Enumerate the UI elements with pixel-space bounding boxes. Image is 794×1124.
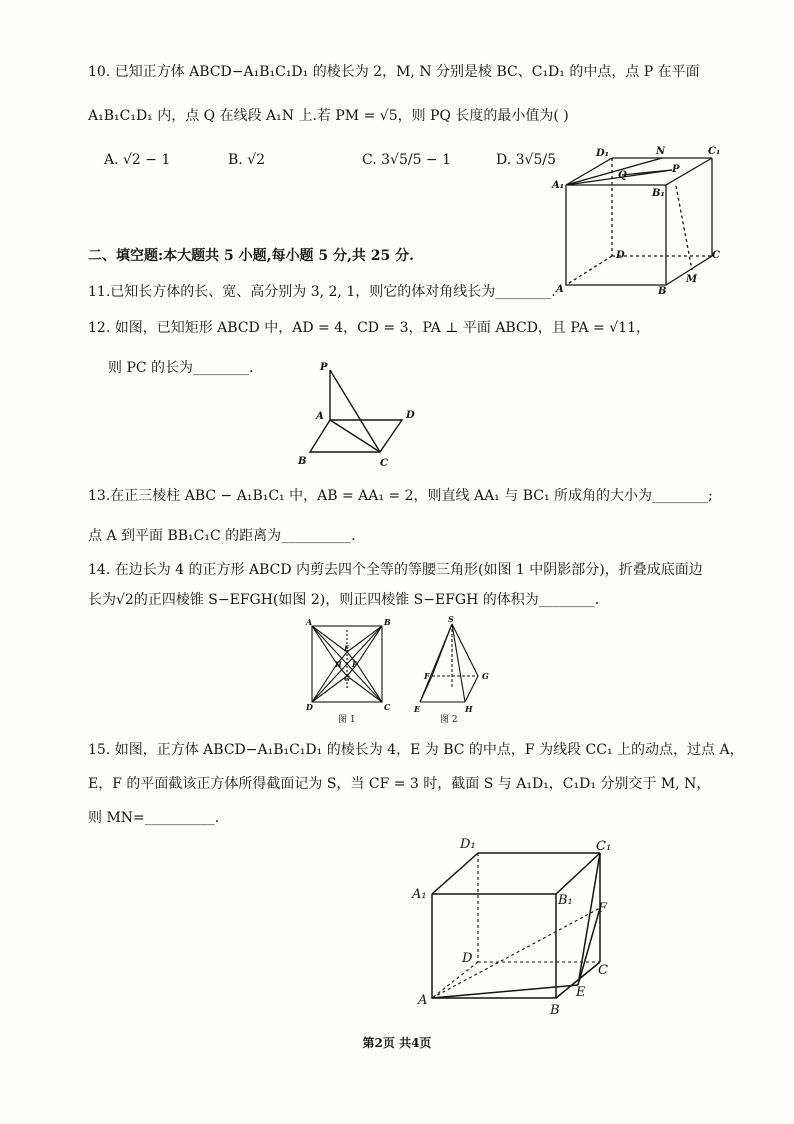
q10-label-n: N [656, 146, 666, 157]
q12-label-p: P [320, 362, 328, 373]
q10-label-a: A [556, 284, 564, 295]
q10-label-p: P [672, 164, 680, 175]
q12-label-a: A [316, 411, 324, 422]
q10-label-c1: C₁ [708, 146, 721, 157]
q10-line2: A₁B₁C₁D₁ 内，点 Q 在线段 A₁N 上.若 PM = √5，则 PQ 长度的最小值为( ) [88, 108, 569, 124]
q15-label-c1: C₁ [596, 839, 612, 854]
q12-line1: 12. 如图，已知矩形 ABCD 中，AD = 4，CD = 3，PA ⊥ 平面 ABCD，且 PA = √11， [88, 320, 650, 336]
q14-fig2-label-s: S [448, 614, 454, 624]
q10-label-m: M [686, 274, 698, 285]
q14-fig1-label-e: E [344, 644, 350, 653]
q14-fig2-label-h: H [465, 704, 473, 714]
q10-label-c: C [712, 250, 720, 261]
q14-fig1-label-b: B [384, 617, 391, 627]
q12-label-b: B [298, 456, 307, 467]
q11-text: 11.已知长方体的长、宽、高分别为 3, 2, 1，则它的体对角线长为________. [88, 284, 556, 300]
q14-fig2-label-f: F [424, 671, 430, 681]
q14-fig1-label-f: F [352, 660, 357, 669]
q14-fig1-caption: 图 1 [338, 715, 356, 725]
q10-label-b1: B₁ [652, 188, 665, 199]
page-footer: 第2页 共4页 [362, 1036, 432, 1050]
q10-label-q: Q [618, 170, 627, 181]
q10-label-b: B [658, 286, 667, 297]
q15-label-a: A [418, 993, 428, 1008]
q14-fig2-label-e: E [414, 704, 421, 714]
q15-label-d1: D₁ [460, 837, 476, 852]
q15-line3: 则 MN=__________. [88, 810, 220, 826]
q10-label-d: D [616, 250, 625, 261]
q10-option-d: D. 3√5/5 [496, 152, 556, 168]
q12-label-d: D [406, 410, 415, 421]
q10-option-b: B. √2 [228, 152, 266, 168]
q15-label-e: E [576, 985, 586, 1000]
q14-fig1-label-a: A [306, 617, 313, 627]
q15-line2: E，F 的平面截该正方体所得截面记为 S，当 CF = 3 时，截面 S 与 A₁D₁，C₁D₁ 分别交于 M, N， [88, 776, 711, 792]
q10-option-c: C. 3√5/5 − 1 [362, 152, 452, 168]
q13-line1: 13.在正三棱柱 ABC − A₁B₁C₁ 中，AB = AA₁ = 2，则直线 AA₁ 与 BC₁ 所成角的大小为________; [88, 488, 713, 504]
q15-label-c: C [598, 963, 608, 978]
q14-line1: 14. 在边长为 4 的正方形 ABCD 内剪去四个全等的等腰三角形(如图 1 中阴影部分)，折叠成底面边 [88, 562, 703, 578]
q12-label-c: C [380, 458, 388, 469]
q15-label-d: D [462, 951, 473, 966]
q14-fig1-label-c: C [384, 702, 391, 712]
q15-label-b: B [550, 1003, 560, 1018]
q10-label-d1: D₁ [596, 148, 610, 159]
q14-fig1-label-d: D [306, 702, 313, 712]
q10-option-a: A. √2 − 1 [104, 152, 171, 168]
q14-line2: 长为√2的正四棱锥 S−EFGH(如图 2)，则正四棱锥 S−EFGH 的体积为________. [88, 592, 600, 608]
q12-line2: 则 PC 的长为________. [108, 360, 254, 376]
q14-fig2-label-g: G [482, 671, 489, 681]
q10-line1: 10. 已知正方体 ABCD−A₁B₁C₁D₁ 的棱长为 2，M, N 分别是棱 BC、C₁D₁ 的中点，点 P 在平面 [88, 64, 700, 80]
q15-label-b1: B₁ [558, 893, 573, 908]
q15-line1: 15. 如图，正方体 ABCD−A₁B₁C₁D₁ 的棱长为 4，E 为 BC 的中点，F 为线段 CC₁ 上的动点，过点 A， [88, 742, 744, 758]
q15-label-f: F [598, 901, 608, 916]
q14-fig2-caption: 图 2 [440, 715, 458, 725]
q14-fig1-label-h: H [335, 660, 342, 669]
q13-line2: 点 A 到平面 BB₁C₁C 的距离为__________. [88, 528, 356, 544]
q14-fig1-label-g: G [344, 674, 350, 683]
q10-label-a1: A₁ [552, 180, 565, 191]
section-2-heading: 二、填空题:本大题共 5 小题,每小题 5 分,共 25 分. [88, 248, 414, 264]
q15-label-a1: A₁ [412, 887, 427, 902]
